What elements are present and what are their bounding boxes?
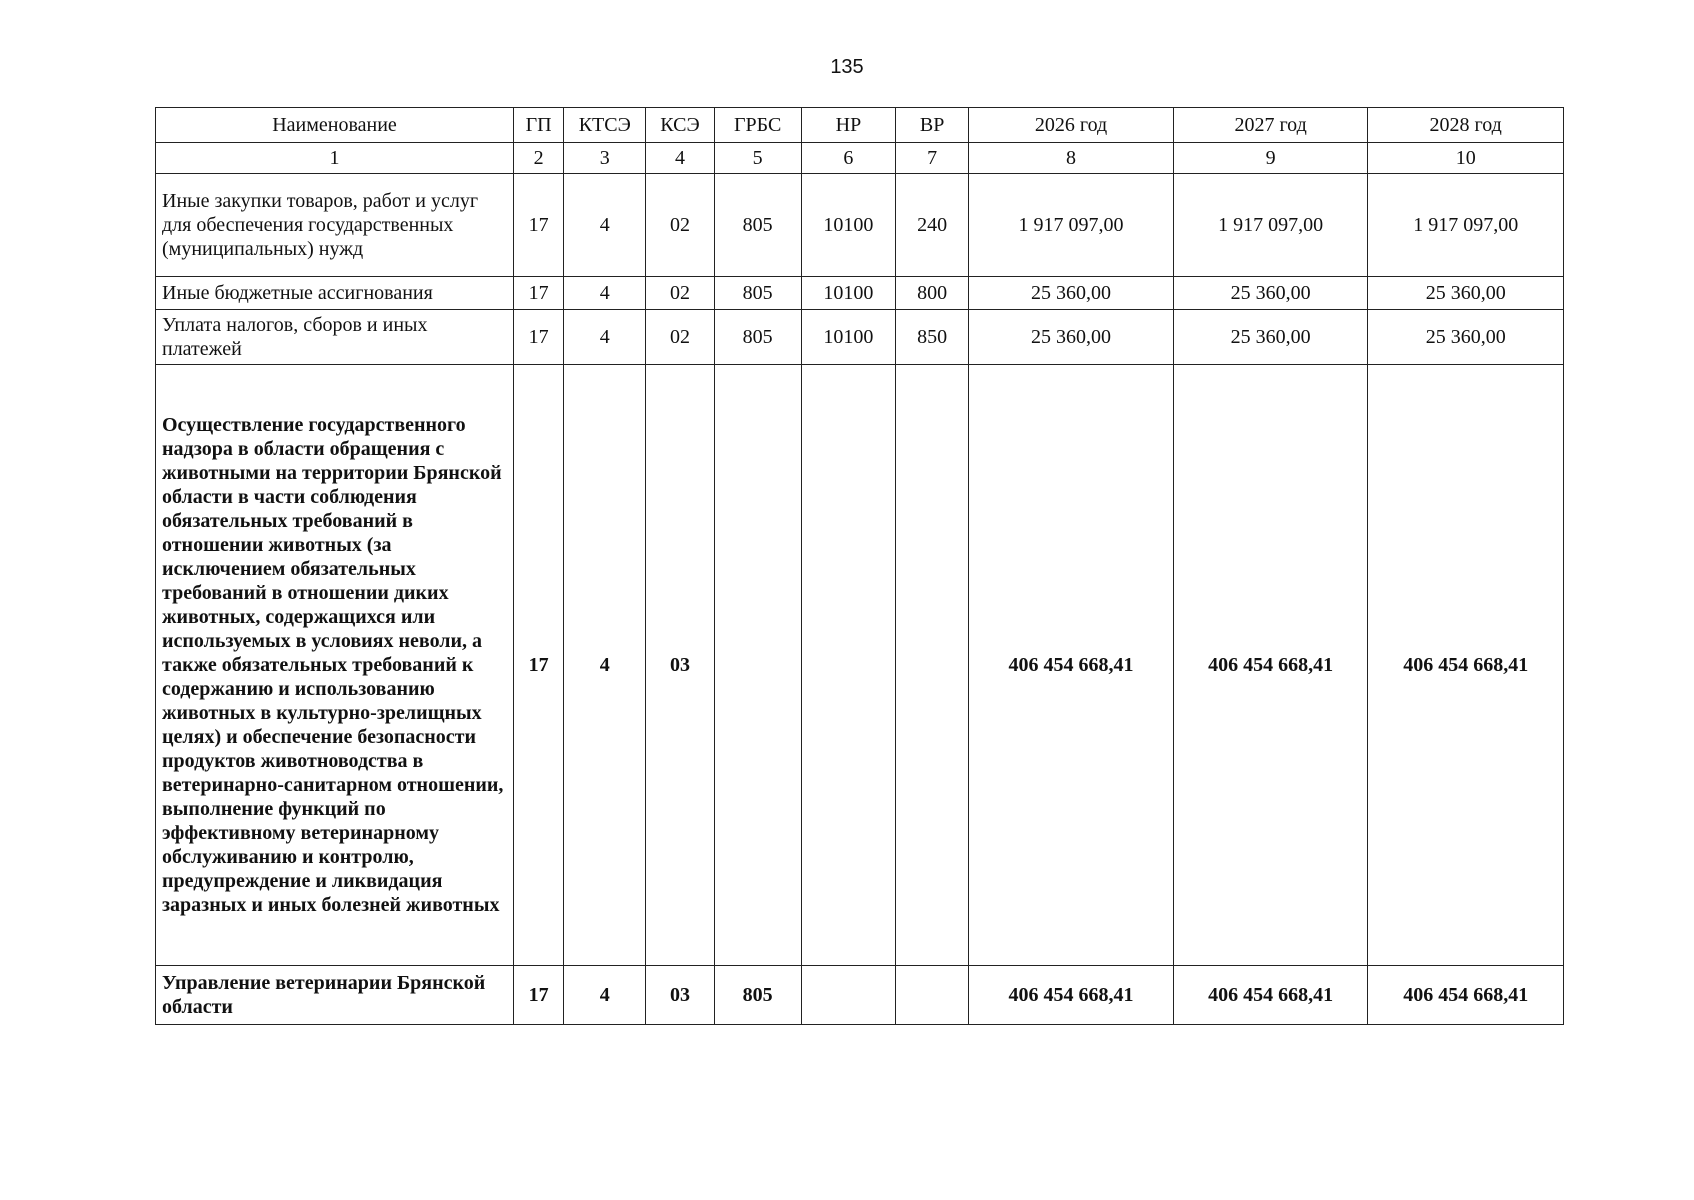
row-name: Осуществление государственного надзора в области обращения с животными на территории Брянской области в части соблюдения обязательных требований в отношении животных (за исключением обязательных требований в отношении диких животных, содержащихся или используемых в условиях неволи, а также обязательных требований к содержанию и использованию животных в культурно-зрелищных целях) и обеспечение безопасности продуктов животноводства в ветеринарно-санитарном отношении, выполнение функций по эффективному ветеринарному обслуживанию и контролю, предупреждение и ликвидация заразных и иных болезней животных — [156, 365, 514, 966]
column-number: 5 — [714, 143, 801, 174]
table-row — [156, 365, 1564, 966]
column-number-row — [156, 143, 1564, 174]
header-2027: 2027 год — [1173, 108, 1368, 143]
table-row — [156, 310, 1564, 365]
cell-ktse: 4 — [564, 310, 646, 365]
row-name: Управление ветеринарии Брянской области — [156, 966, 514, 1025]
budget-table — [155, 107, 1564, 1025]
cell-2027: 406 454 668,41 — [1173, 966, 1368, 1025]
cell-2026: 406 454 668,41 — [969, 365, 1174, 966]
cell-vr — [896, 966, 969, 1025]
cell-2027: 25 360,00 — [1173, 310, 1368, 365]
cell-vr: 850 — [896, 310, 969, 365]
cell-grbs: 805 — [714, 310, 801, 365]
cell-nr: 10100 — [801, 277, 895, 310]
cell-2026: 25 360,00 — [969, 310, 1174, 365]
cell-2026: 406 454 668,41 — [969, 966, 1174, 1025]
cell-kse: 03 — [646, 365, 714, 966]
cell-gp: 17 — [514, 966, 564, 1025]
column-number: 7 — [896, 143, 969, 174]
column-number: 10 — [1368, 143, 1564, 174]
cell-nr: 10100 — [801, 174, 895, 277]
cell-kse: 02 — [646, 310, 714, 365]
row-name: Уплата налогов, сборов и иных платежей — [156, 310, 514, 365]
cell-nr — [801, 365, 895, 966]
cell-2026: 25 360,00 — [969, 277, 1174, 310]
column-number: 6 — [801, 143, 895, 174]
cell-2028: 1 917 097,00 — [1368, 174, 1564, 277]
header-gp: ГП — [514, 108, 564, 143]
table-row — [156, 174, 1564, 277]
cell-gp: 17 — [514, 310, 564, 365]
cell-2027: 406 454 668,41 — [1173, 365, 1368, 966]
table-row — [156, 966, 1564, 1025]
row-name: Иные бюджетные ассигнования — [156, 277, 514, 310]
column-number: 2 — [514, 143, 564, 174]
cell-kse: 02 — [646, 277, 714, 310]
cell-vr — [896, 365, 969, 966]
cell-ktse: 4 — [564, 365, 646, 966]
column-number: 1 — [156, 143, 514, 174]
cell-grbs — [714, 365, 801, 966]
header-nr: НР — [801, 108, 895, 143]
cell-gp: 17 — [514, 174, 564, 277]
cell-nr — [801, 966, 895, 1025]
cell-gp: 17 — [514, 365, 564, 966]
column-number: 9 — [1173, 143, 1368, 174]
column-number: 8 — [969, 143, 1174, 174]
column-number: 3 — [564, 143, 646, 174]
row-name: Иные закупки товаров, работ и услуг для обеспечения государственных (муниципальных) нужд — [156, 174, 514, 277]
cell-vr: 800 — [896, 277, 969, 310]
cell-kse: 03 — [646, 966, 714, 1025]
header-vr: ВР — [896, 108, 969, 143]
cell-ktse: 4 — [564, 966, 646, 1025]
cell-2027: 1 917 097,00 — [1173, 174, 1368, 277]
cell-gp: 17 — [514, 277, 564, 310]
cell-grbs: 805 — [714, 277, 801, 310]
cell-2026: 1 917 097,00 — [969, 174, 1174, 277]
column-number: 4 — [646, 143, 714, 174]
header-ktse: КТСЭ — [564, 108, 646, 143]
header-2026: 2026 год — [969, 108, 1174, 143]
header-2028: 2028 год — [1368, 108, 1564, 143]
cell-2028: 406 454 668,41 — [1368, 966, 1564, 1025]
header-name: Наименование — [156, 108, 514, 143]
page-number: 135 — [830, 56, 864, 78]
cell-ktse: 4 — [564, 277, 646, 310]
header-grbs: ГРБС — [714, 108, 801, 143]
cell-2028: 406 454 668,41 — [1368, 365, 1564, 966]
cell-2028: 25 360,00 — [1368, 310, 1564, 365]
header-row — [156, 108, 1564, 143]
cell-2028: 25 360,00 — [1368, 277, 1564, 310]
cell-ktse: 4 — [564, 174, 646, 277]
cell-nr: 10100 — [801, 310, 895, 365]
header-kse: КСЭ — [646, 108, 714, 143]
cell-kse: 02 — [646, 174, 714, 277]
table-row — [156, 277, 1564, 310]
cell-vr: 240 — [896, 174, 969, 277]
cell-2027: 25 360,00 — [1173, 277, 1368, 310]
cell-grbs: 805 — [714, 966, 801, 1025]
cell-grbs: 805 — [714, 174, 801, 277]
